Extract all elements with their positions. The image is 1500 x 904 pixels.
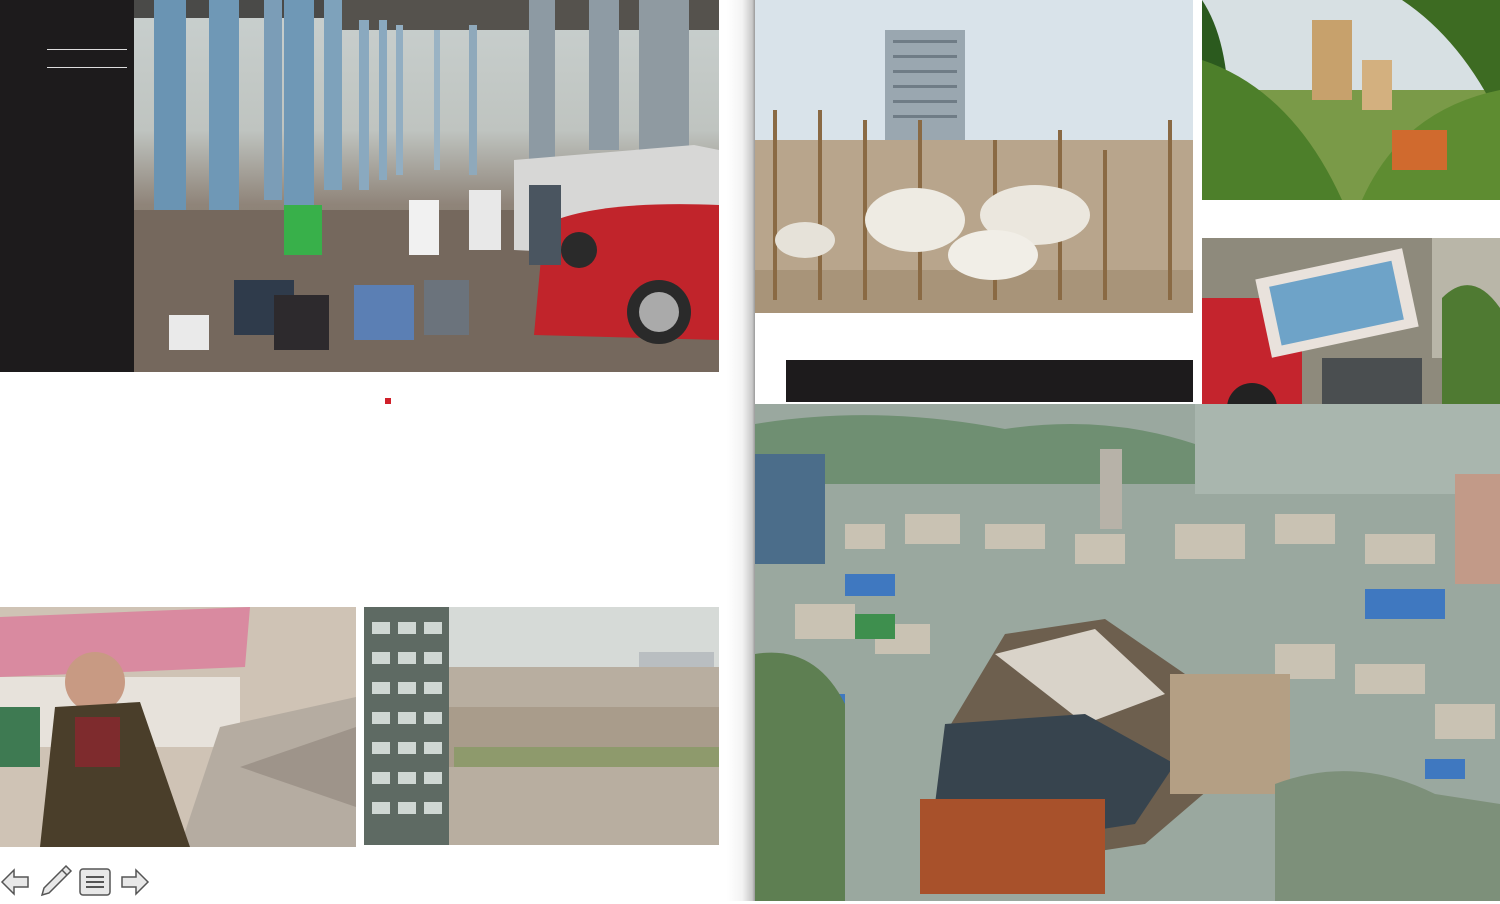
sidebar-rule-top bbox=[47, 49, 127, 50]
sidebar-rule-bottom bbox=[47, 67, 127, 68]
pen-icon bbox=[38, 863, 74, 899]
next-page-button[interactable] bbox=[118, 866, 150, 898]
menu-icon bbox=[78, 866, 112, 898]
annotate-button[interactable] bbox=[38, 863, 74, 899]
urban-edge-scene-icon bbox=[364, 607, 719, 845]
farmer-weeps-photo bbox=[0, 607, 356, 847]
sheep-photo bbox=[755, 0, 1193, 313]
menu-button[interactable] bbox=[78, 866, 112, 898]
demolition-scene-icon bbox=[0, 607, 356, 847]
arrow-left-icon bbox=[0, 866, 32, 898]
blue-roofs-caption-band bbox=[786, 360, 1193, 402]
col2-paragraph bbox=[377, 397, 680, 406]
prev-page-button[interactable] bbox=[0, 866, 32, 898]
sidebar-band bbox=[0, 0, 134, 372]
page-spine bbox=[727, 0, 755, 901]
aerial-city-scene-icon bbox=[755, 404, 1500, 901]
picnic-photo bbox=[134, 0, 719, 372]
corn-scene-icon bbox=[1202, 0, 1500, 200]
sheep-scene-icon bbox=[755, 0, 1193, 313]
encroaching-photo bbox=[364, 607, 719, 845]
corn-farmer-photo bbox=[1202, 0, 1500, 200]
end-mark-icon bbox=[385, 398, 391, 404]
article-column-2 bbox=[377, 397, 680, 411]
picnic-scene-icon bbox=[134, 0, 719, 372]
arrow-right-icon bbox=[118, 866, 150, 898]
aerial-city-photo bbox=[755, 404, 1500, 901]
